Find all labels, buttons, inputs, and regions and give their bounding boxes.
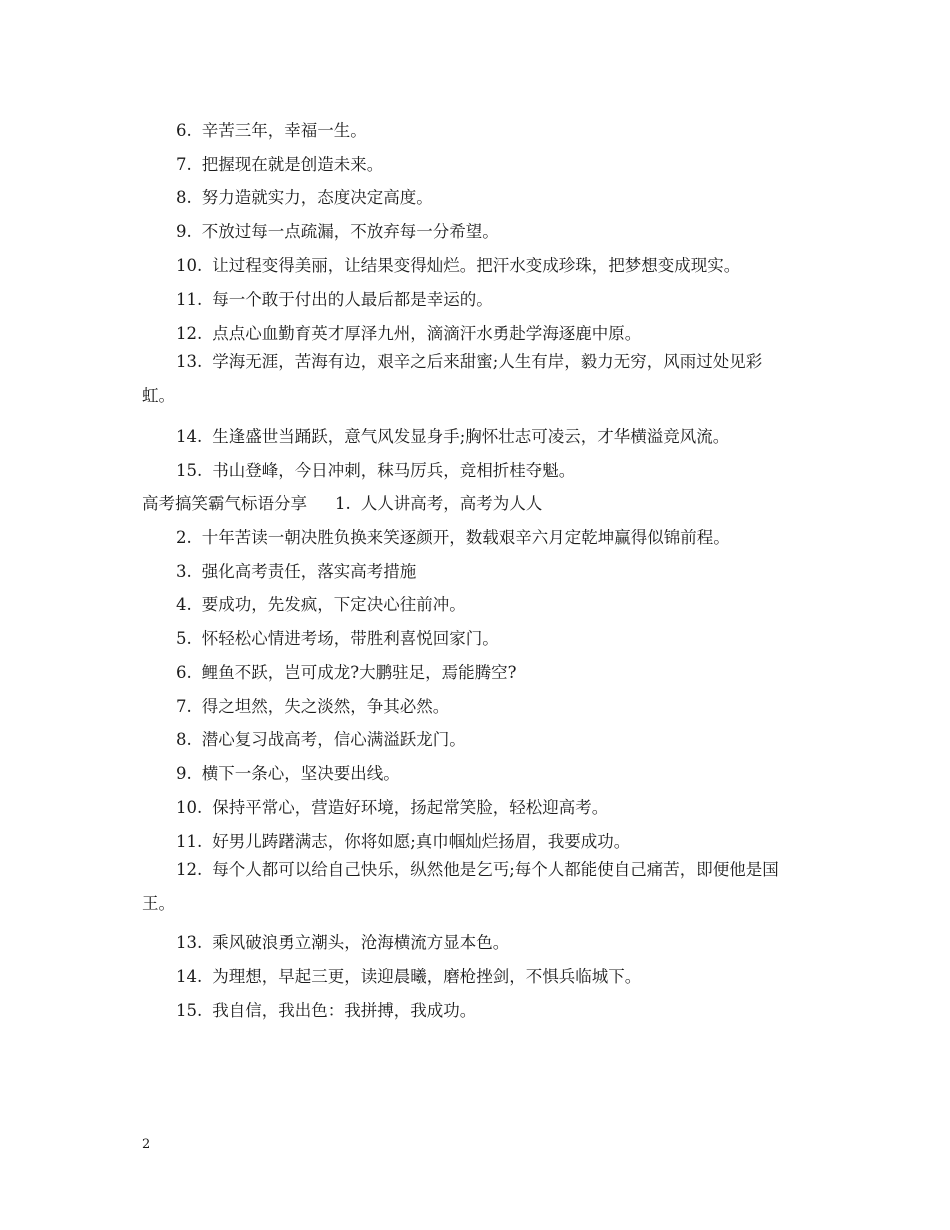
list-item-number: 9. (176, 222, 192, 241)
list-item-number: 11. (176, 290, 203, 309)
list-item (176, 831, 630, 853)
list-item (176, 255, 740, 277)
list-item-number: 9. (176, 764, 192, 783)
list-item-number: 10. (176, 256, 203, 275)
list-item (142, 345, 780, 413)
list-item (176, 120, 367, 142)
list-item-text: 每一个敢于付出的人最后都是幸运的。 (212, 290, 493, 309)
list-item-number: 10. (176, 798, 203, 817)
list-item-number: 2. (176, 528, 192, 547)
list-item-number: 12. (176, 860, 203, 879)
list-item-number: 7. (176, 697, 192, 716)
list-item-number: 14. (176, 427, 203, 446)
list-item-text: 为理想，早起三更，读迎晨曦，磨枪挫剑，不惧兵临城下。 (212, 967, 642, 986)
section-heading: 高考搞笑霸气标语分享 (142, 494, 307, 513)
list-item (176, 1000, 476, 1022)
list-item (176, 221, 499, 243)
list-item-text: 保持平常心，营造好环境，扬起常笑脸，轻松迎高考。 (212, 798, 609, 817)
list-item (176, 154, 383, 176)
list-item-number: 8. (176, 188, 192, 207)
list-item-text: 横下一条心，坚决要出线。 (201, 764, 400, 783)
list-item (176, 966, 641, 988)
list-item-number: 13. (176, 352, 203, 371)
list-item-text: 人人讲高考，高考为人人 (360, 494, 543, 513)
list-item-text: 我自信，我出色：我拼搏，我成功。 (212, 1001, 477, 1020)
list-item (176, 763, 400, 785)
list-item (176, 460, 575, 482)
list-item-text: 生逢盛世当踊跃，意气风发显身手;胸怀壮志可凌云，才华横溢竞风流。 (212, 427, 730, 446)
list-item-text: 把握现在就是创造未来。 (201, 155, 384, 174)
list-item (176, 561, 416, 583)
list-item-number: 7. (176, 155, 192, 174)
list-item (176, 527, 730, 549)
list-item-text: 每个人都可以给自己快乐，纵然他是乞丐;每个人都能使自己痛苦，即便他是国王。 (142, 860, 779, 913)
list-item-number: 11. (176, 832, 203, 851)
list-item-number: 6. (176, 663, 192, 682)
list-item-number: 15. (176, 461, 203, 480)
list-item-text: 好男儿踌躇满志，你将如愿;真巾帼灿烂扬眉，我要成功。 (212, 832, 631, 851)
list-item-number: 1. (335, 494, 351, 513)
list-item-text: 十年苦读一朝决胜负换来笑逐颜开，数载艰辛六月定乾坤赢得似锦前程。 (201, 528, 730, 547)
list-item-text: 怀轻松心情进考场，带胜利喜悦回家门。 (201, 629, 499, 648)
section-heading-line (142, 493, 542, 515)
list-item-number: 8. (176, 730, 192, 749)
page-number: 2 (142, 1137, 151, 1152)
list-item-number: 14. (176, 967, 203, 986)
list-item-text: 努力造就实力，态度决定高度。 (201, 188, 433, 207)
list-item-text: 辛苦三年，幸福一生。 (201, 121, 367, 140)
list-item (176, 696, 449, 718)
list-item-text: 要成功，先发疯，下定决心往前冲。 (201, 595, 466, 614)
list-item (176, 289, 493, 311)
list-item-number: 13. (176, 933, 203, 952)
list-item-text: 书山登峰，今日冲刺，秣马厉兵，竞相折桂夺魁。 (212, 461, 576, 480)
list-item (176, 797, 608, 819)
list-item-text: 不放过每一点疏漏，不放弃每一分希望。 (201, 222, 499, 241)
list-item-number: 3. (176, 562, 192, 581)
list-item-text: 强化高考责任，落实高考措施 (201, 562, 417, 581)
list-item (176, 662, 516, 684)
list-item-text: 鲤鱼不跃，岂可成龙?大鹏驻足，焉能腾空? (201, 663, 517, 682)
list-item-text: 得之坦然，失之淡然，争其必然。 (201, 697, 450, 716)
list-item (176, 594, 466, 616)
list-item-number: 15. (176, 1001, 203, 1020)
list-item-text: 乘风破浪勇立潮头，沧海横流方显本色。 (212, 933, 510, 952)
list-item-number: 5. (176, 629, 192, 648)
list-item-number: 6. (176, 121, 192, 140)
list-item (176, 187, 433, 209)
list-item-text: 学海无涯，苦海有边，艰辛之后来甜蜜;人生有岸，毅力无穷，风雨过处见彩虹。 (142, 352, 763, 405)
list-item-number: 12. (176, 324, 203, 343)
list-item (176, 932, 509, 954)
list-item-text: 潜心复习战高考，信心满溢跃龙门。 (201, 730, 466, 749)
list-item (176, 628, 499, 650)
list-item (142, 853, 780, 921)
list-item (176, 323, 641, 345)
list-item (176, 729, 466, 751)
list-item (176, 426, 729, 448)
list-item-number: 4. (176, 595, 192, 614)
list-item-text: 让过程变得美丽，让结果变得灿烂。把汗水变成珍珠，把梦想变成现实。 (212, 256, 741, 275)
list-item-text: 点点心血勤育英才厚泽九州，滴滴汗水勇赴学海逐鹿中原。 (212, 324, 642, 343)
